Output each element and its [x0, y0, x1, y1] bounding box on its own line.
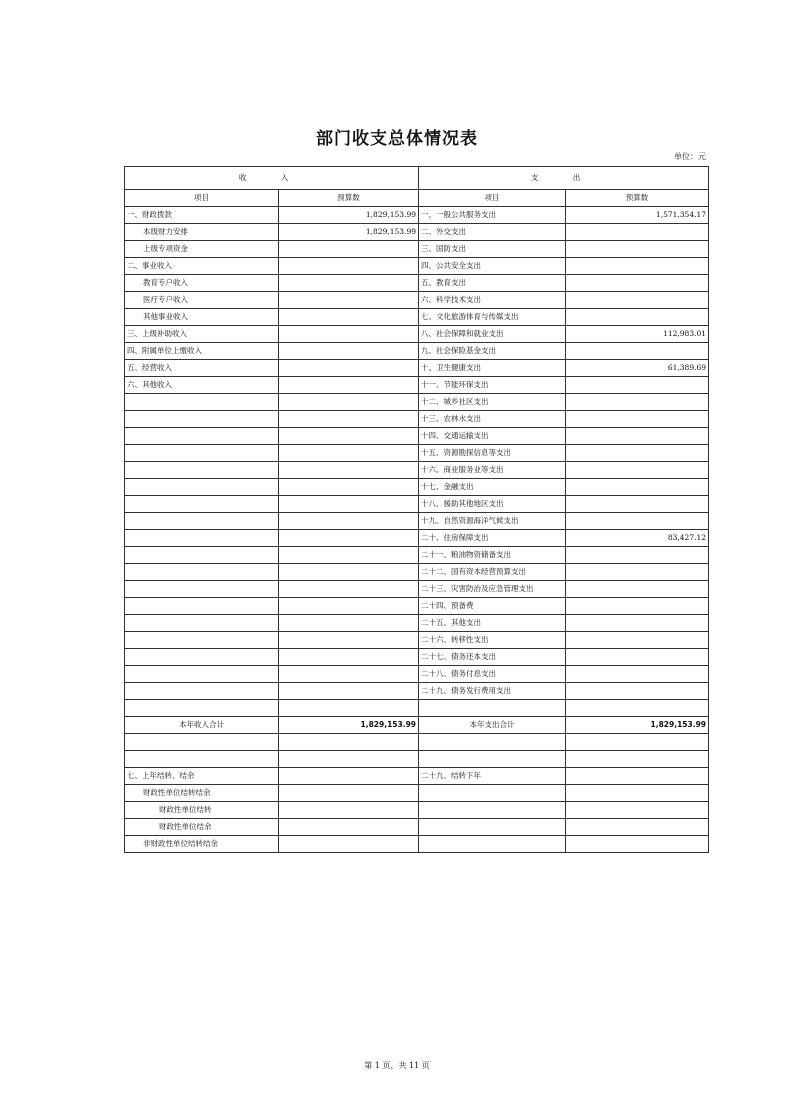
expense-budget-cell: [566, 666, 709, 683]
income-budget-cell: [279, 462, 419, 479]
expense-item-cell: 三、国防支出: [419, 241, 566, 258]
unit-label: 单位：元: [674, 152, 706, 161]
income-item-cell: 教育专户收入: [125, 275, 279, 292]
header-row-groups: [125, 167, 709, 190]
expense-budget-cell: [566, 700, 709, 717]
table-row: [125, 666, 709, 683]
expense-item-header: 项目: [419, 190, 566, 207]
income-item-cell: 医疗专户收入: [125, 292, 279, 309]
income-item-header: 项目: [125, 190, 279, 207]
income-item-cell: 财政性单位结余: [125, 819, 279, 836]
table-row: [125, 428, 709, 445]
table-row: [125, 343, 709, 360]
table-row: [125, 649, 709, 666]
income-budget-cell: [279, 445, 419, 462]
expense-budget-cell: [566, 241, 709, 258]
table-row: [125, 462, 709, 479]
income-item-cell: 本年收入合计: [125, 717, 279, 734]
income-item-cell: [125, 598, 279, 615]
expense-item-cell: 二十五、其他支出: [419, 615, 566, 632]
income-item-cell: [125, 530, 279, 547]
income-item-cell: [125, 479, 279, 496]
income-budget-cell: [279, 479, 419, 496]
expense-item-cell: 十四、交通运输支出: [419, 428, 566, 445]
income-item-cell: 本级财力安排: [125, 224, 279, 241]
table-row: [125, 615, 709, 632]
table-row: [125, 360, 709, 377]
expense-budget-cell: [566, 258, 709, 275]
expense-budget-cell: [566, 462, 709, 479]
expense-budget-cell: [566, 785, 709, 802]
table-row: [125, 445, 709, 462]
expense-budget-cell: 1,829,153.99: [566, 717, 709, 734]
income-item-cell: 财政性单位结转结余: [125, 785, 279, 802]
income-budget-cell: [279, 785, 419, 802]
table-row: [125, 292, 709, 309]
expense-item-cell: 四、公共安全支出: [419, 258, 566, 275]
income-item-cell: [125, 564, 279, 581]
expense-budget-cell: [566, 479, 709, 496]
expense-item-cell: [419, 734, 566, 751]
expense-item-cell: 二十九、结转下年: [419, 768, 566, 785]
expense-budget-cell: [566, 547, 709, 564]
table-row: [125, 513, 709, 530]
income-budget-cell: [279, 802, 419, 819]
table-row: [125, 479, 709, 496]
expense-item-cell: 五、教育支出: [419, 275, 566, 292]
expense-budget-cell: [566, 683, 709, 700]
page-footer: 第 1 页，共 11 页: [364, 1061, 430, 1070]
expense-item-cell: 六、科学技术支出: [419, 292, 566, 309]
expense-item-cell: 一、一般公共服务支出: [419, 207, 566, 224]
expense-budget-cell: [566, 224, 709, 241]
income-header: 收 入: [125, 167, 419, 190]
table-row: [125, 564, 709, 581]
income-item-cell: [125, 547, 279, 564]
income-item-cell: [125, 615, 279, 632]
expense-budget-cell: [566, 751, 709, 768]
expense-item-cell: 二十一、粮油物资储备支出: [419, 547, 566, 564]
expense-budget-cell: [566, 615, 709, 632]
income-budget-cell: [279, 700, 419, 717]
table-row: [125, 496, 709, 513]
income-item-cell: [125, 411, 279, 428]
expense-budget-cell: [566, 445, 709, 462]
table-row: [125, 598, 709, 615]
table-row: [125, 377, 709, 394]
expense-item-cell: [419, 700, 566, 717]
income-budget-cell: [279, 836, 419, 853]
expense-budget-cell: [566, 496, 709, 513]
income-budget-cell: [279, 683, 419, 700]
expense-budget-cell: 61,389.69: [566, 360, 709, 377]
income-item-cell: 四、附属单位上缴收入: [125, 343, 279, 360]
expense-item-cell: 七、文化旅游体育与传媒支出: [419, 309, 566, 326]
income-budget-cell: [279, 649, 419, 666]
expense-budget-cell: [566, 632, 709, 649]
income-item-cell: [125, 513, 279, 530]
page-title: 部门收支总体情况表: [316, 129, 478, 149]
expense-item-cell: 二十三、灾害防治及应急管理支出: [419, 581, 566, 598]
expense-budget-cell: [566, 649, 709, 666]
expense-item-cell: 二十二、国有资本经营预算支出: [419, 564, 566, 581]
income-item-cell: 五、经营收入: [125, 360, 279, 377]
expense-budget-cell: [566, 275, 709, 292]
income-item-cell: [125, 394, 279, 411]
table-row: [125, 802, 709, 819]
table-row: [125, 241, 709, 258]
income-item-cell: [125, 666, 279, 683]
income-item-cell: [125, 632, 279, 649]
income-item-cell: [125, 445, 279, 462]
income-item-cell: [125, 751, 279, 768]
expense-budget-cell: [566, 581, 709, 598]
expense-item-cell: [419, 836, 566, 853]
income-budget-cell: [279, 819, 419, 836]
expense-item-cell: 二十八、债务付息支出: [419, 666, 566, 683]
expense-item-cell: 二十四、预备费: [419, 598, 566, 615]
table-row: [125, 768, 709, 785]
income-budget-cell: [279, 343, 419, 360]
income-budget-cell: [279, 428, 419, 445]
expense-item-cell: 本年支出合计: [419, 717, 566, 734]
expense-item-cell: [419, 751, 566, 768]
table-row: [125, 394, 709, 411]
income-budget-cell: 1,829,153.99: [279, 224, 419, 241]
income-budget-cell: [279, 411, 419, 428]
expense-item-cell: 十、卫生健康支出: [419, 360, 566, 377]
income-budget-cell: [279, 394, 419, 411]
expense-item-cell: [419, 819, 566, 836]
expense-item-cell: 十九、自然资源海洋气候支出: [419, 513, 566, 530]
expense-item-cell: 九、社会保险基金支出: [419, 343, 566, 360]
expense-budget-cell: [566, 411, 709, 428]
expense-budget-cell: [566, 309, 709, 326]
income-budget-cell: [279, 326, 419, 343]
income-budget-cell: [279, 581, 419, 598]
income-item-cell: 上级专项资金: [125, 241, 279, 258]
table-row: [125, 309, 709, 326]
income-budget-cell: [279, 496, 419, 513]
expense-budget-cell: [566, 513, 709, 530]
income-budget-cell: [279, 309, 419, 326]
income-budget-cell: [279, 615, 419, 632]
expense-item-cell: 八、社会保障和就业支出: [419, 326, 566, 343]
income-budget-cell: [279, 258, 419, 275]
table-row: [125, 224, 709, 241]
table-row: [125, 275, 709, 292]
table-row: [125, 819, 709, 836]
expense-budget-cell: [566, 394, 709, 411]
expense-budget-cell: [566, 428, 709, 445]
income-item-cell: 一、财政拨款: [125, 207, 279, 224]
expense-item-cell: 二十九、债务发行费用支出: [419, 683, 566, 700]
expense-item-cell: [419, 802, 566, 819]
income-budget-cell: [279, 377, 419, 394]
income-budget-cell: [279, 564, 419, 581]
income-item-cell: 其他事业收入: [125, 309, 279, 326]
income-item-cell: [125, 581, 279, 598]
income-budget-cell: 1,829,153.99: [279, 717, 419, 734]
income-budget-cell: 1,829,153.99: [279, 207, 419, 224]
income-budget-cell: [279, 598, 419, 615]
budget-table: [124, 166, 709, 853]
expense-budget-cell: [566, 734, 709, 751]
table-row: [125, 632, 709, 649]
income-budget-cell: [279, 666, 419, 683]
income-item-cell: 财政性单位结转: [125, 802, 279, 819]
expense-budget-cell: 1,571,354.17: [566, 207, 709, 224]
expense-budget-cell: [566, 819, 709, 836]
table-row: [125, 530, 709, 547]
expense-item-cell: 二十六、转移性支出: [419, 632, 566, 649]
income-budget-header: 预算数: [279, 190, 419, 207]
expense-item-cell: 十七、金融支出: [419, 479, 566, 496]
expense-budget-header: 预算数: [566, 190, 709, 207]
header-row-columns: [125, 190, 709, 207]
income-budget-cell: [279, 547, 419, 564]
income-item-cell: 六、其他收入: [125, 377, 279, 394]
income-item-cell: 非财政性单位结转结余: [125, 836, 279, 853]
income-budget-cell: [279, 241, 419, 258]
expense-header: 支 出: [419, 167, 709, 190]
income-budget-cell: [279, 292, 419, 309]
table-row: [125, 751, 709, 768]
table-row: [125, 411, 709, 428]
income-budget-cell: [279, 734, 419, 751]
income-item-cell: [125, 496, 279, 513]
income-item-cell: [125, 734, 279, 751]
income-budget-cell: [279, 513, 419, 530]
expense-item-cell: 二、外交支出: [419, 224, 566, 241]
table-row: [125, 547, 709, 564]
expense-item-cell: 二十、住房保障支出: [419, 530, 566, 547]
income-budget-cell: [279, 751, 419, 768]
income-item-cell: 三、上级补助收入: [125, 326, 279, 343]
table-row: [125, 734, 709, 751]
table-row: [125, 836, 709, 853]
expense-budget-cell: [566, 292, 709, 309]
income-item-cell: 二、事业收入: [125, 258, 279, 275]
income-budget-cell: [279, 530, 419, 547]
table-row: [125, 258, 709, 275]
income-item-cell: [125, 428, 279, 445]
expense-budget-cell: [566, 836, 709, 853]
income-item-cell: [125, 462, 279, 479]
expense-item-cell: 十五、资源勘探信息等支出: [419, 445, 566, 462]
expense-budget-cell: [566, 343, 709, 360]
expense-item-cell: 十一、节能环保支出: [419, 377, 566, 394]
expense-budget-cell: [566, 564, 709, 581]
expense-item-cell: 十八、援助其他地区支出: [419, 496, 566, 513]
expense-item-cell: [419, 785, 566, 802]
expense-budget-cell: [566, 598, 709, 615]
expense-item-cell: 二十七、债务还本支出: [419, 649, 566, 666]
table-row: [125, 785, 709, 802]
income-item-cell: [125, 683, 279, 700]
income-item-cell: 七、上年结转、结余: [125, 768, 279, 785]
table-row: [125, 326, 709, 343]
expense-budget-cell: [566, 768, 709, 785]
expense-budget-cell: 112,983.01: [566, 326, 709, 343]
income-budget-cell: [279, 275, 419, 292]
expense-item-cell: 十三、农林水支出: [419, 411, 566, 428]
income-item-cell: [125, 649, 279, 666]
expense-item-cell: 十六、商业服务业等支出: [419, 462, 566, 479]
table-row: [125, 717, 709, 734]
table-row: [125, 207, 709, 224]
income-item-cell: [125, 700, 279, 717]
expense-budget-cell: [566, 802, 709, 819]
table-row: [125, 700, 709, 717]
expense-item-cell: 十二、城乡社区支出: [419, 394, 566, 411]
income-budget-cell: [279, 632, 419, 649]
income-budget-cell: [279, 768, 419, 785]
expense-budget-cell: [566, 377, 709, 394]
table-row: [125, 683, 709, 700]
expense-budget-cell: 83,427.12: [566, 530, 709, 547]
table-row: [125, 581, 709, 598]
income-budget-cell: [279, 360, 419, 377]
